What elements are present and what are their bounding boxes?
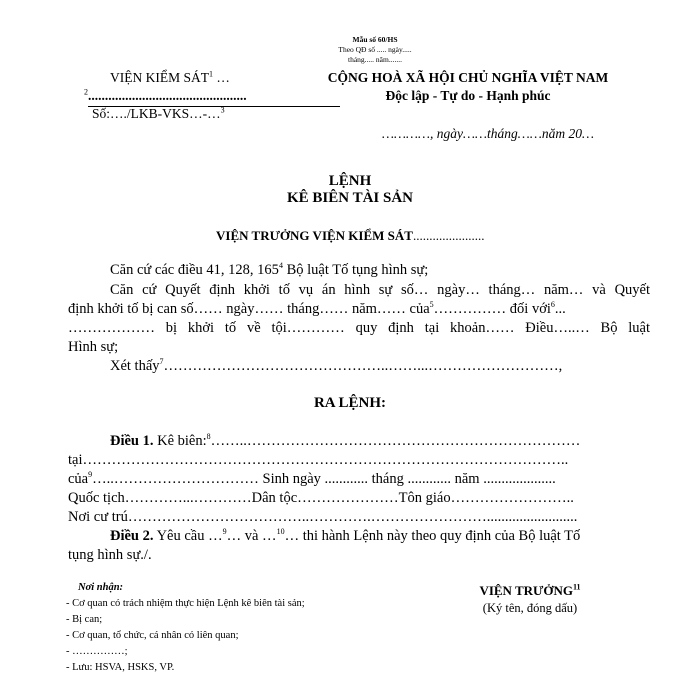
basis-2b: …………… đối với xyxy=(433,301,551,317)
article-1-text-a: Kê biên: xyxy=(153,433,207,449)
recipients-list xyxy=(66,596,305,676)
recipient-item: - Cơ quan có trách nhiệm thực hiện Lệnh kê biên tài sản; xyxy=(66,598,305,609)
country-name: CỘNG HOÀ XÃ HỘI CHỦ NGHĨA VIỆT NAM xyxy=(327,70,609,85)
recipient-item: - Bị can; xyxy=(66,614,103,625)
basis-para-1 xyxy=(110,262,428,279)
article-1-residence: Nơi cư trú………………………………..………….……………………......................... xyxy=(68,509,578,525)
sub-agency xyxy=(84,88,247,104)
agency-tail: … xyxy=(213,70,230,85)
recipient-item: - Cơ quan, tổ chức, cá nhân có liên quan; xyxy=(66,630,239,641)
consideration xyxy=(110,358,562,375)
footnote-2: 2 xyxy=(84,87,88,97)
consideration-label: Xét thấy xyxy=(110,358,160,374)
basis-1b: Bộ luật Tố tụng hình sự; xyxy=(282,262,429,278)
signature-title xyxy=(440,583,620,599)
issuer xyxy=(216,228,484,244)
form-decision-ref: Theo QĐ số ..... ngày..... xyxy=(338,45,412,54)
basis-para-2-line-4: Hình sự; xyxy=(68,339,119,355)
footnote-8: 8 xyxy=(206,432,211,442)
document-number-text: Số:…./LKB-VKS…-… xyxy=(92,106,221,121)
signature-title-text: VIỆN TRƯỞNG xyxy=(479,583,573,598)
document-number xyxy=(92,106,225,122)
form-number: Mẫu số 60/HS xyxy=(352,35,398,44)
footnote-5: 5 xyxy=(429,300,434,310)
basis-para-2-line-2 xyxy=(68,301,650,318)
date-line: …………, ngày……tháng……năm 20… xyxy=(382,126,594,141)
article-1-label: Điều 1. xyxy=(110,433,154,449)
footnote-9: 9 xyxy=(88,470,93,480)
basis-2a: định khởi tố bị can số…… ngày…… tháng…… năm…… của xyxy=(68,301,430,317)
national-motto: Độc lập - Tự do - Hạnh phúc xyxy=(385,88,551,103)
basis-para-2-line-3: ……………… bị khởi tố về tội………… quy định tại khoản…… Điều…..… Bộ luật xyxy=(68,320,650,336)
article-2-label: Điều 2. xyxy=(110,528,154,544)
footnote-10: 10 xyxy=(276,527,285,537)
doc-title: LỆNH xyxy=(328,173,372,189)
article-1-owner xyxy=(68,471,556,488)
footnote-1: 1 xyxy=(209,69,213,79)
article-2-line-2: tụng hình sự./. xyxy=(68,547,152,563)
article-2-line-1 xyxy=(110,528,650,545)
article-1-location: tại……………………………………………………………………………………….. xyxy=(68,452,569,468)
consideration-dots: ………………………………………..……...………………………, xyxy=(163,358,563,374)
article-2-text-c: … thi hành Lệnh này theo quy định của Bộ luật Tố xyxy=(284,528,581,544)
article-1-line-1 xyxy=(110,433,580,450)
basis-2c: ... xyxy=(554,301,566,317)
article-2-text-b: … và … xyxy=(226,528,277,544)
issuer-label: VIỆN TRƯỞNG VIỆN KIỂM SÁT xyxy=(216,228,413,243)
agency-label: VIỆN KIỂM SÁT xyxy=(110,70,209,85)
footnote-3: 3 xyxy=(220,105,225,115)
form-decision-date: tháng..... năm....... xyxy=(348,55,402,64)
doc-subtitle: KÊ BIÊN TÀI SẢN xyxy=(286,190,413,206)
footnote-11: 11 xyxy=(572,582,581,592)
order-heading: RA LỆNH: xyxy=(313,395,387,411)
article-2-text-a: Yêu cầu … xyxy=(153,528,223,544)
recipient-item: - Lưu: HSVA, HSKS, VP. xyxy=(66,662,175,673)
footnote-7: 7 xyxy=(159,357,164,367)
sub-agency-line: ............................................... xyxy=(88,88,247,103)
issuer-dots: ...................... xyxy=(412,228,485,243)
article-1-owner-label: của xyxy=(68,471,89,487)
footnote-9b: 9 xyxy=(222,527,227,537)
article-1-text-b: ……..…………………………………………………………… xyxy=(210,433,581,449)
article-1-owner-details: …..………………………… Sinh ngày ............ tháng ............ năm .................... xyxy=(92,471,556,487)
footnote-6: 6 xyxy=(550,300,555,310)
basis-para-2-line-1: Căn cứ Quyết định khởi tố vụ án hình sự số… ngày… tháng… năm… và Quyết xyxy=(110,282,650,298)
article-1-nationality: Quốc tịch…………...…………Dân tộc…………………Tôn giáo…………………….. xyxy=(68,490,574,506)
agency-name xyxy=(110,70,230,86)
recipients-title: Nơi nhận: xyxy=(78,582,124,593)
footnote-4: 4 xyxy=(278,261,283,271)
basis-1a: Căn cứ các điều 41, 128, 165 xyxy=(110,262,279,278)
recipient-item: - ……………; xyxy=(66,646,128,657)
signature-note: (Ký tên, đóng dấu) xyxy=(482,601,578,615)
